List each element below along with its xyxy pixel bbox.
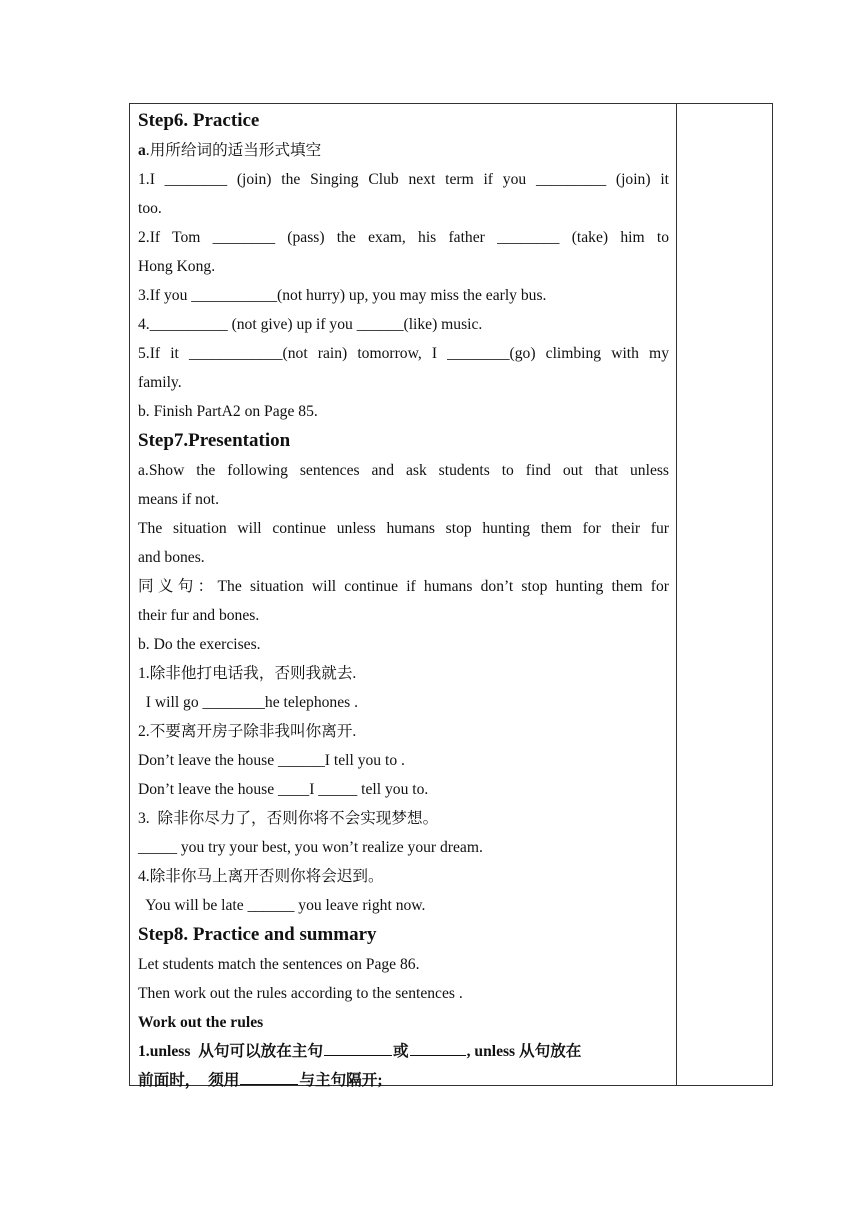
step7-e3-en: _____ you try your best, you won’t realize your dream. — [138, 839, 483, 856]
step7-heading: Step7.Presentation — [138, 430, 291, 451]
step7-s2-line1: 同义句：The situation will continue if humans don’t stop hunting them for — [138, 578, 669, 595]
step7-e2-en2: Don’t leave the house ____I _____ tell you to. — [138, 781, 429, 798]
rule1-part-c: , unless 从句放在 — [466, 1043, 582, 1060]
instruction-text: .用所给词的适当形式填空 — [145, 142, 322, 159]
step6-q4: 4.__________ (not give) up if you ______(like) music. — [138, 316, 483, 333]
step6-instruction — [138, 136, 669, 165]
column-divider — [676, 103, 677, 1086]
step7-s1-line1: The situation will continue unless humans stop hunting them for their fur — [138, 520, 669, 537]
rule1-part-e: 与主句隔开; — [299, 1072, 383, 1089]
rule1-line2 — [138, 1066, 669, 1095]
main-cell — [138, 106, 669, 1095]
step6-q5-line1: 5.If it ____________(not rain) tomorrow, I ________(go) climbing with my — [138, 345, 669, 362]
step7-e1-cn: 1.除非他打电话我，否则我就去. — [138, 665, 357, 682]
step8-line2: Then work out the rules according to the sentences . — [138, 985, 463, 1002]
step7-a-line1: a.Show the following sentences and ask students to find out that unless — [138, 462, 669, 479]
rule1-line1 — [138, 1037, 669, 1066]
step7-b: b. Do the exercises. — [138, 636, 261, 653]
step6-q2-line2: Hong Kong. — [138, 258, 216, 275]
step6-q2-line1: 2.If Tom ________ (pass) the exam, his father ________ (take) him to — [138, 229, 669, 246]
step6-b: b. Finish PartA2 on Page 85. — [138, 403, 318, 420]
step7-s1-line2: and bones. — [138, 549, 205, 566]
rules-title: Work out the rules — [138, 1014, 264, 1031]
step8-heading: Step8. Practice and summary — [138, 924, 377, 945]
step7-a-line2: means if not. — [138, 491, 219, 508]
step7-e2-en1: Don’t leave the house ______I tell you to . — [138, 752, 405, 769]
step7-e2-cn: 2.不要离开房子除非我叫你离开. — [138, 723, 357, 740]
step7-e4-cn: 4.除非你马上离开否则你将会迟到。 — [138, 868, 384, 885]
step6-q1-line2: too. — [138, 200, 162, 217]
step7-e1-en: I will go ________he telephones . — [138, 694, 359, 711]
step6-heading: Step6. Practice — [138, 110, 260, 131]
rule1-part-d: 前面时， 须用 — [138, 1072, 240, 1089]
step7-e4-en: You will be late ______ you leave right now. — [138, 897, 426, 914]
blank-line — [410, 1042, 466, 1056]
blank-line — [324, 1042, 392, 1056]
rule1-part-a: 1.unless 从句可以放在主句 — [138, 1043, 323, 1060]
step6-q3: 3.If you ___________(not hurry) up, you may miss the early bus. — [138, 287, 547, 304]
step7-e3-cn: 3. 除非你尽力了，否则你将不会实现梦想。 — [138, 810, 439, 827]
instruction-label: a — [138, 142, 146, 159]
step7-s2-line2: their fur and bones. — [138, 607, 260, 624]
step8-line1: Let students match the sentences on Page 86. — [138, 956, 420, 973]
step6-q1-line1: 1.I ________ (join) the Singing Club next term if you _________ (join) it — [138, 171, 669, 188]
rule1-part-b: 或 — [392, 1043, 409, 1060]
step6-q5-line2: family. — [138, 374, 182, 391]
blank-line — [240, 1071, 298, 1085]
